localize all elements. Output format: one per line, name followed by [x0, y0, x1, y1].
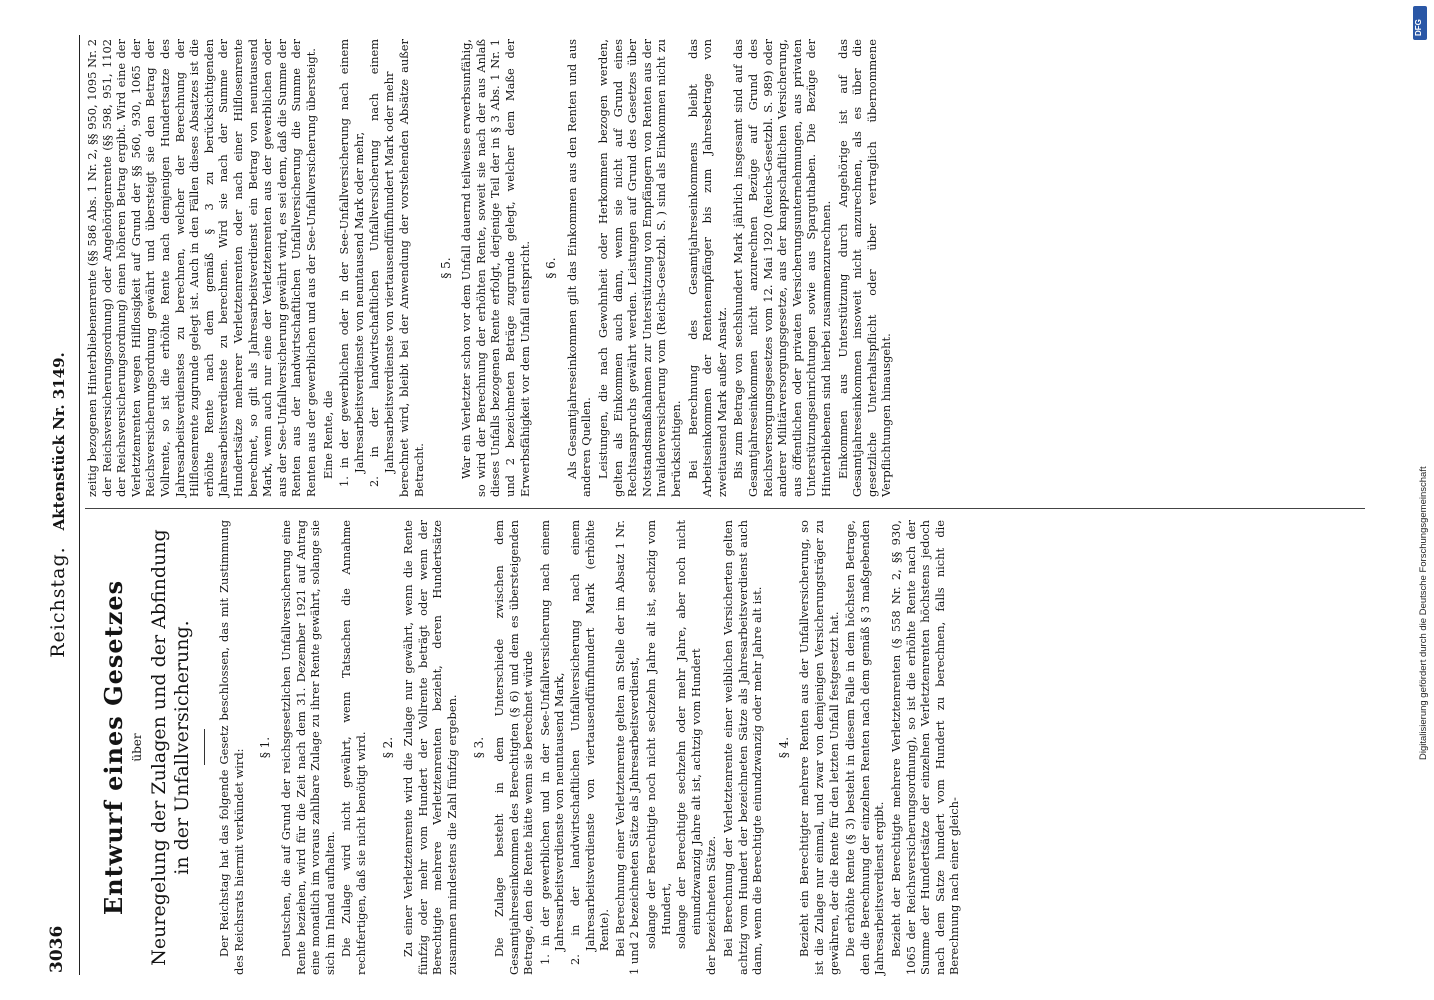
dfg-logo — [1413, 6, 1427, 40]
paragraph: Einkommen aus Unterstützung durch Angehörige ist auf das Gesamtjahreseinkommen insoweit nicht anzurechnen, als es über die gesetzliche Unterhaltspflicht oder über vertraglich übernommene Verpflichtungen hinausgeht. — [835, 39, 894, 497]
law-subtitle: Neuregelung der Zulagen und der Abfindung in der Unfallversicherung. — [148, 529, 194, 966]
paragraph: Bei Berechnung einer Verletztenrente gelten an Stelle der im Absatz 1 Nr. 1 und 2 bezeichneten Sätze als Jahresarbeitsverdienst, — [612, 520, 642, 975]
paragraph: Die Zulage wird nicht gewährt, wenn Tatsachen die Annahme rechtfertigen, daß sie nicht benötigt wird. — [339, 520, 368, 975]
header-title — [47, 35, 69, 975]
digitization-note — [1418, 466, 1429, 760]
paragraph: Bezieht der Berechtigte mehrere Verletztenrenten (§ 558 Nr. 2, §§ 930, 1065 der Reichsversicherungsordnung), so ist die erhöhte Rente nach der Summe der Hundertsätze der einzelnen Verletztenrenten höchstens jedoch nach dem Satze hundert vom Hundert zu berechnen, falls nicht die Berechnung nach einer gleich- — [888, 520, 962, 975]
paragraph: zeitig bezogenen Hinterbliebenenrente (§§ 586 Abs. 1 Nr. 2, §§ 950, 1095 Nr. 2 der Reichsversicherungsordnung) oder Angehörigenrente (§§ 598, 951, 1102 der Reichsversicherungsordnung) einen höheren Betrag ergibt. Wird eine der Verletztenrenten wegen Hilflosigkeit auf Grund der §§ 560, 930, 1065 der Reichsversicherungsordnung gewährt und übersteigt sie den Betrag der Vollrente, so ist die erhöhte Rente nach demjenigen Hundertsatze des Jahresarbeitsverdienstes zu berechnen, welcher der Berechnung der Hilflosenrente zugrunde gelegt ist. Auch in den Fällen dieses Absatzes ist die erhöhte Rente nach dem gemäß § 3 zu berücksichtigenden Jahresarbeitsverdienste zu berechnen. Wird sie nach der Summe der Hundertsätze mehrerer Verletztenrenten oder nach einer Hilflosenrente berechnet, so gilt als Jahresarbeitsverdienst ein Betrag von neuntausend Mark, wenn auch nur eine der Verletztenrenten aus der gewerblichen oder aus der See-Unfallversicherung gewährt wird, es sei denn, daß die Summe der Renten aus der landwirtschaftlichen Unfallversicherung die Summe der Renten aus der gewerblichen und aus der See-Unfallversicherung übersteigt. — [85, 39, 318, 497]
section-heading-2: § 2. — [380, 736, 395, 759]
header-document-number: Aktenstück Nr. 3149. — [50, 352, 68, 531]
section-heading-1: § 1. — [258, 736, 273, 759]
paragraph: Die erhöhte Rente (§ 3) besteht in diesem Falle in dem höchsten Betrage, den die Berechnung der einzelnen Renten nach dem gemäß § 3 maßgebenden Jahresarbeitsverdienst ergibt. — [843, 520, 887, 975]
section-heading-6: § 6. — [544, 257, 559, 279]
paragraph: Leistungen, die nach Gewohnheit oder Herkommen bezogen werden, gelten als Einkommen auch dann, wenn sie nicht auf Grund eines Rechtsanspruchs gewährt werden. Leistungen auf Grund des Gesetzes über Notstandsmaßnahmen zur Unterstützung von Empfängern von Renten aus der Invalidenversicherung vom (Reichs-Gesetzbl. S. ) sind als Einkommen nicht zu berücksichtigen. — [596, 39, 683, 497]
paragraph: Zu einer Verletztenrente wird die Zulage nur gewährt, wenn die Rente fünfzig oder mehr vom Hundert der Vollrente beträgt oder wenn der Berechtigte mehrere Verletztenrenten bezieht, deren Hundertsätze zusammen mindestens die Zahl fünfzig ergeben. — [401, 520, 459, 975]
law-ueber: über — [129, 733, 144, 762]
paragraph: Als Gesamtjahreseinkommen gilt das Einkommen aus den Renten und aus anderen Quellen. — [564, 39, 594, 497]
section-heading-4: § 4. — [776, 736, 791, 759]
paragraph: Bei Berechnung der Verletztenrente einer weiblichen Versicherten gelten achtzig vom Hundert der bezeichneten Sätze als Jahresarbeitsverdienst auch dann, wenn die Berechtigte einundzwanzig oder mehr Jahre alt ist. — [721, 520, 765, 975]
left-column — [101, 520, 964, 975]
paragraph: berechnet wird, bleibt bei der Anwendung der vorstehenden Absätze außer Betracht. — [397, 39, 427, 497]
section-heading-5: § 5. — [438, 257, 453, 279]
paragraph: Die Zulage besteht in dem Unterschiede zwischen dem Gesamtjahreseinkommen des Berechtigten (§ 6) und dem es übersteigenden Betrage, den die Rente hätte wenn sie berechnet würde — [492, 520, 536, 975]
paragraph: der bezeichneten Sätze. — [704, 835, 719, 975]
rotated-document-page — [45, 35, 1375, 975]
column-divider — [85, 508, 1365, 509]
page-number: 3036 — [47, 925, 67, 973]
paragraph: Bei Berechnung des Gesamtjahreseinkommens bleibt das Arbeitseinkommen der Rentenempfänger bis zum Jahresbetrage von zweitausend Mark außer Ansatz. — [685, 39, 729, 497]
paragraph: Deutschen, die auf Grund der reichsgesetzlichen Unfallversicherung eine Rente beziehen, wird für die Zeit nach dem 31. Dezember 1921 auf Antrag eine monatlich im voraus zahlbare Zulage zu ihrer Rente gewährt, solange sie sich im Inland aufhalten. — [278, 520, 337, 975]
paragraph: Eine Rente, die — [320, 390, 335, 479]
list-item: 1. in der gewerblichen und in der See-Unfallversicherung nach einem Jahresarbeitsverdienste von neuntausend Mark, — [537, 520, 567, 965]
digitization-note-text: Digitalisierung gefördert durch die Deutsche Forschungsgemeinschaft — [1418, 466, 1429, 760]
preamble: Der Reichstag hat das folgende Gesetz beschlossen, das mit Zustimmung des Reichsrats hiermit verkündet wird: — [217, 520, 246, 975]
law-title: Entwurf eines Gesetzes — [99, 579, 128, 916]
page-header — [45, 35, 80, 975]
list-item: 1. in der gewerblichen oder in der See-Unfallversicherung nach einem Jahresarbeitsverdienste von neuntausend Mark oder mehr, — [337, 39, 366, 487]
divider — [204, 730, 205, 766]
paragraph: Bis zum Betrage von sechshundert Mark jährlich insgesamt sind auf das Gesamtjahreseinkommen nicht anzurechnen Bezüge auf Grund des Reichsversorgungsgesetzes vom 12. Mai 1920 (Reichs-Gesetzbl. S. 989) oder anderer Militärversorgungsgesetze, aus der knappschaftlichen Versicherung, aus öffentlichen oder privaten Versicherungsunternehmungen, aus privaten Unterstützungseinrichtungen sowie aus Sparguthaben. Die Bezüge der Hinterbliebenen sind hierbei zusammenzurechnen. — [731, 39, 833, 497]
list-item: solange der Berechtigte sechzehn oder mehr Jahre, aber noch nicht einundzwanzig Jahre alt ist, achtzig vom Hundert — [674, 520, 703, 949]
right-column — [85, 39, 896, 497]
paragraph: Bezieht ein Berechtigter mehrere Renten aus der Unfallversicherung, so ist die Zulage nur einmal, und zwar von demjenigen Versicherungsträger zu gewähren, der die Rente für den letzten Unfall festgesetzt hat. — [797, 520, 841, 975]
list-item: solange der Berechtigte noch nicht sechzehn Jahre alt ist, sechzig vom Hundert, — [644, 520, 673, 949]
header-reichstag: Reichstag. — [47, 546, 69, 658]
list-item: 2. in der landwirtschaftlichen Unfallversicherung nach einem Jahresarbeitsverdienste von viertausendfünfhundert Mark (erhöhte Rente). — [568, 520, 612, 965]
list-item: 2. in der landwirtschaftlichen Unfallversicherung nach einem Jahresarbeitsverdienste von viertausendfünfhundert Mark oder mehr — [367, 39, 396, 487]
paragraph: War ein Verletzter schon vor dem Unfall dauernd teilweise erwerbsunfähig, so wird der Berechnung der erhöhten Rente, soweit sie nach der aus Anlaß dieses Unfalls bezogenen Rente erfolgt, derjenige Teil der in § 3 Abs. 1 Nr. 1 und 2 bezeichneten Beträge zugrunde gelegt, welcher dem Maße der Erwerbsfähigkeit vor dem Unfall entspricht. — [459, 39, 532, 497]
dfg-logo-text: DFG — [1414, 19, 1423, 36]
section-heading-3: § 3. — [471, 736, 486, 759]
